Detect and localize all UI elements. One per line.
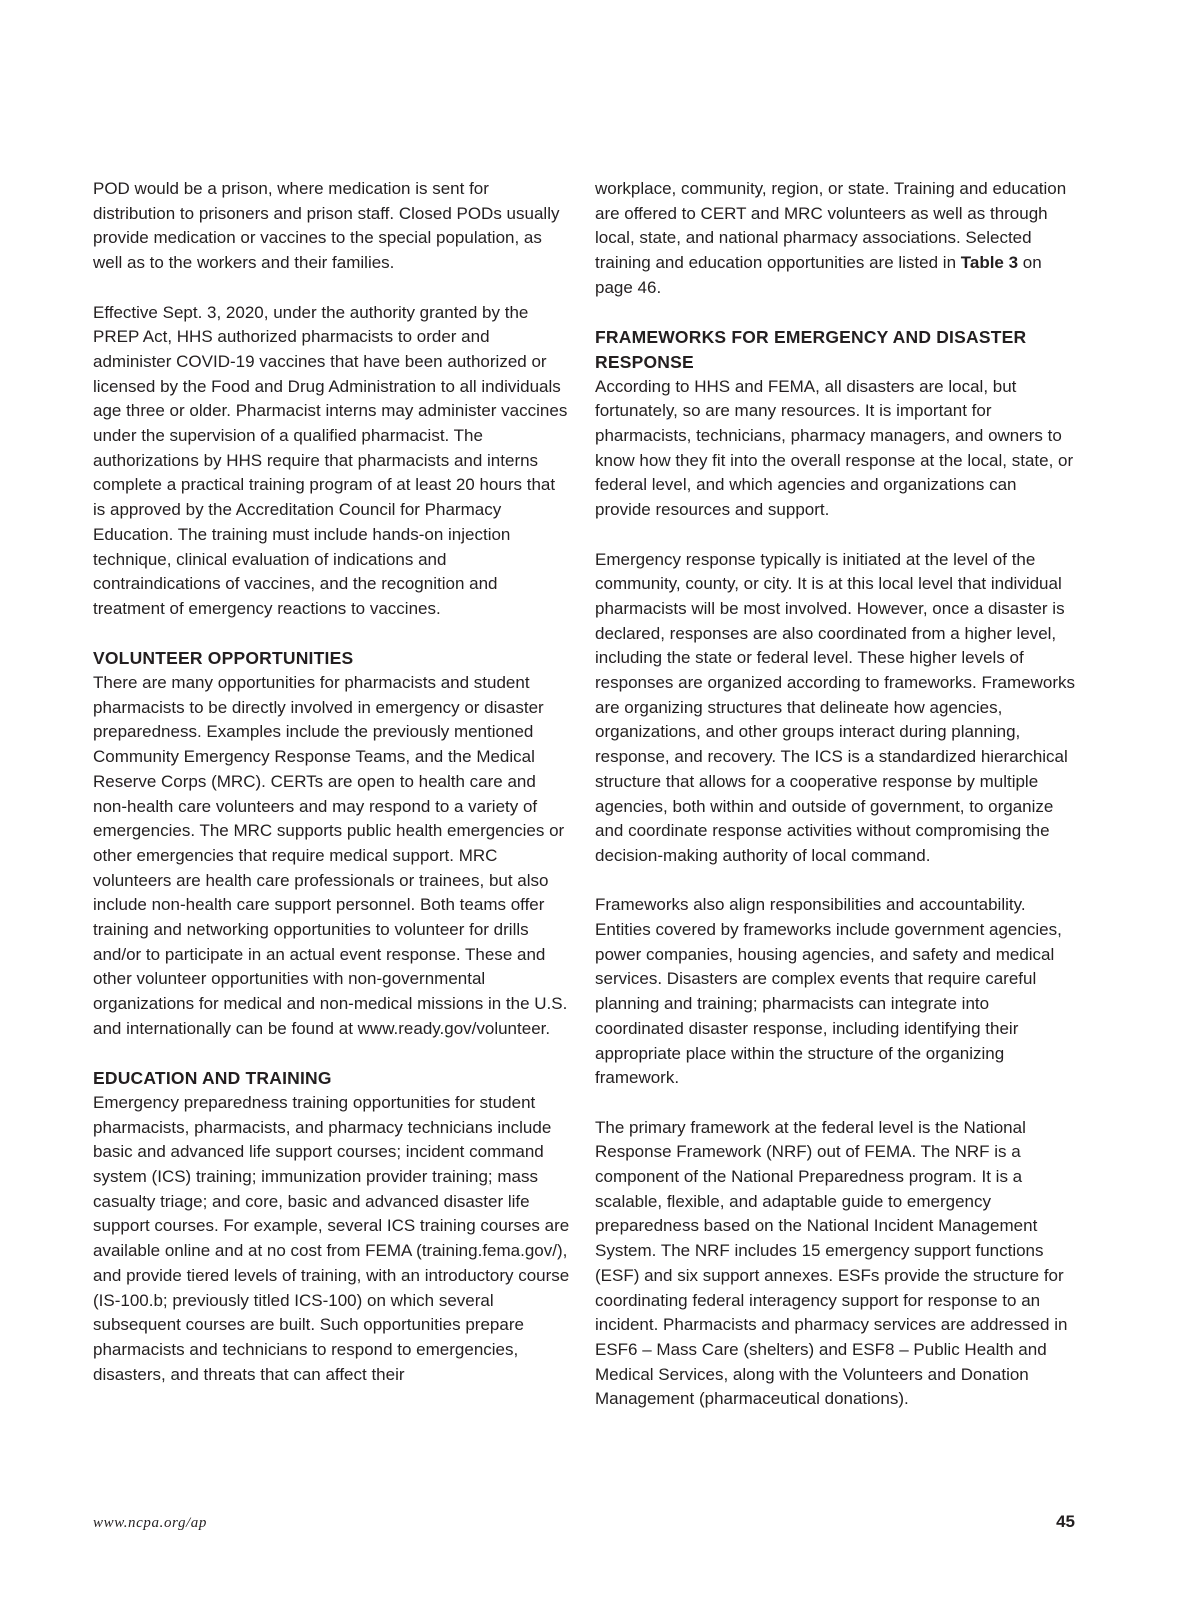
section-heading-education-and-training: EDUCATION AND TRAINING bbox=[93, 1068, 332, 1089]
right-paragraph-1-text-a: workplace, community, region, or state. Training and education are offered to CERT and MRC volunteers as well as through local, state, and national pharmacy associations. Selected training and education opportunities are listed in bbox=[595, 179, 1067, 273]
right-paragraph-3: Emergency response typically is initiated at the level of the community, county, or city. It is at this local level that individual pharmacists will be most involved. However, once a disaster is declared, responses are also coordinated from a higher level, including the state or federal level. These higher levels of responses are organized according to frameworks. Frameworks are organizing structures that delineate how agencies, organizations, and other groups interact during planning, response, and recovery. The ICS is a standardized hierarchical structure that allows for a cooperative response by multiple agencies, both within and outside of government, to organize and coordinate response activities without compromising the decision-making authority of local command. bbox=[595, 549, 1075, 865]
page-number: 45 bbox=[1056, 1512, 1075, 1531]
footer-url: www.ncpa.org/ap bbox=[93, 1515, 208, 1531]
left-paragraph-4: Emergency preparedness training opportunities for student pharmacists, pharmacists, and pharmacy technicians include basic and advanced life support courses; incident command system (ICS) training; immunization provider training; mass casualty triage; and core, basic and advanced disaster life support courses. For example, several ICS training courses are available online and at no cost from FEMA (training.fema.gov/), and provide tiered levels of training, with an introductory course (IS-100.b; previously titled ICS-100) on which several subsequent courses are built. Such opportunities prepare pharmacists and technicians to respond to emergencies, disasters, and threats that can affect their bbox=[93, 1092, 570, 1384]
right-paragraph-1-text-b: on page 46. bbox=[595, 253, 1042, 297]
left-paragraph-1: POD would be a prison, where medication is sent for distribution to prisoners and prison staff. Closed PODs usually provide medication or vaccines to the special population, as well as to the workers and their families. bbox=[93, 179, 560, 273]
left-column bbox=[93, 177, 571, 1387]
left-paragraph-3: There are many opportunities for pharmacists and student pharmacists to be directly involved in emergency or disaster preparedness. Examples include the previously mentioned Community Emergency Response Teams, and the Medical Reserve Corps (MRC). CERTs are open to health care and non-health care volunteers and may respond to a variety of emergencies. The MRC supports public health emergencies or other emergencies that require medical support. MRC volunteers are health care professionals or trainees, but also include non-health care support personnel. Both teams offer training and networking opportunities to volunteer for drills and/or to participate in an actual event response. These and other volunteer opportunities with non-governmental organizations for medical and non-medical missions in the U.S. and internationally can be found at www.ready.gov/volunteer. bbox=[93, 673, 568, 1038]
left-paragraph-2: Effective Sept. 3, 2020, under the authority granted by the PREP Act, HHS authorized pharmacists to order and administer COVID-19 vaccines that have been authorized or licensed by the Food and Drug Administration to all individuals age three or older. Pharmacist interns may administer vaccines under the supervision of a qualified pharmacist. The authorizations by HHS require that pharmacists and interns complete a practical training program of at least 20 hours that is approved by the Accreditation Council for Pharmacy Education. The training must include hands-on injection technique, clinical evaluation of indications and contraindications of vaccines, and the recognition and treatment of emergency reactions to vaccines. bbox=[93, 302, 568, 618]
right-paragraph-5: The primary framework at the federal level is the National Response Framework (NRF) out of FEMA. The NRF is a component of the National Preparedness program. It is a scalable, flexible, and adaptable guide to emergency preparedness based on the National Incident Management System. The NRF includes 15 emergency support functions (ESF) and six support annexes. ESFs provide the structure for coordinating federal interagency support for response to an incident. Pharmacists and pharmacy services are addressed in ESF6 – Mass Care (shelters) and ESF8 – Public Health and Medical Services, along with the Volunteers and Donation Management (pharmaceutical donations). bbox=[595, 1117, 1068, 1409]
right-column bbox=[595, 177, 1075, 1412]
section-heading-frameworks: FRAMEWORKS FOR EMERGENCY AND DISASTER RESPONSE bbox=[595, 327, 1027, 372]
right-paragraph-4: Frameworks also align responsibilities and accountability. Entities covered by frameworks include government agencies, power companies, housing agencies, and safety and medical services. Disasters are complex events that require careful planning and training; pharmacists can integrate into coordinated disaster response, including identifying their appropriate place within the structure of the organizing framework. bbox=[595, 895, 1062, 1088]
right-paragraph-2: According to HHS and FEMA, all disasters are local, but fortunately, so are many resources. It is important for pharmacists, technicians, pharmacy managers, and owners to know how they fit into the overall response at the local, state, or federal level, and which agencies and organizations can provide resources and support. bbox=[595, 376, 1074, 520]
table-reference: Table 3 bbox=[960, 253, 1019, 273]
section-heading-volunteer-opportunities: VOLUNTEER OPPORTUNITIES bbox=[93, 648, 354, 669]
right-paragraph-1 bbox=[595, 177, 1075, 301]
